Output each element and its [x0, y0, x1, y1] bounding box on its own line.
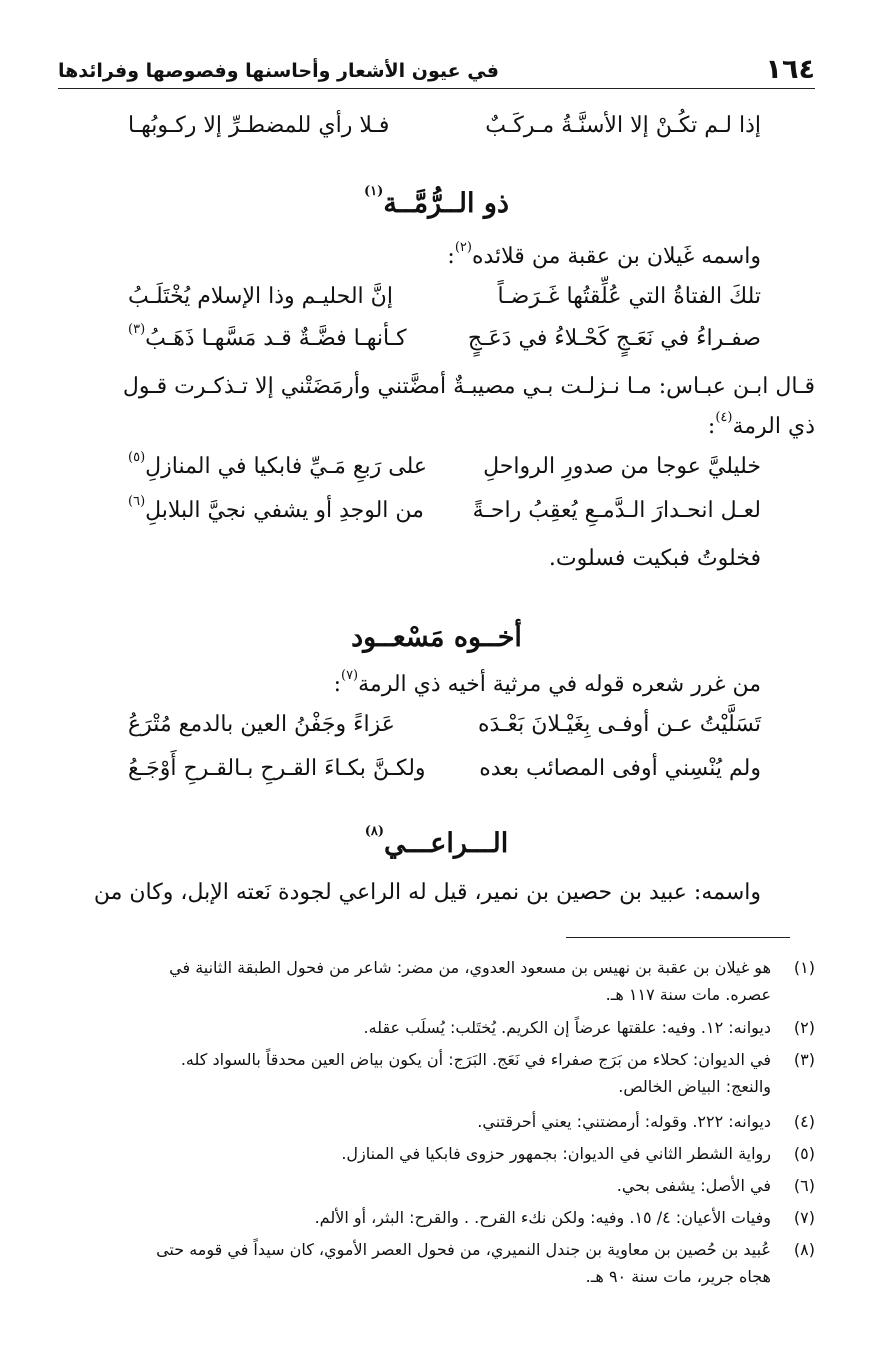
footnote-marker: (٢): [454, 240, 472, 255]
verse-first-hemistich: صفـراءُ في نَعَـجٍ كَحْـلاءُ في دَعَـجٍ: [467, 326, 761, 351]
verse-second-hemistich: عَزاءً وجَفْنُ العين بالدمع مُتْرَعُ: [128, 712, 395, 737]
footnote-number: (٤): [793, 1112, 815, 1131]
verse-first-hemistich: تلكَ الفتاةُ التي عُلِّقتُها غَـرَضـاً: [497, 284, 761, 309]
footnote: [60, 1144, 815, 1170]
verse-second-hemistich: [128, 450, 428, 479]
footnote-marker: (٤): [715, 410, 733, 425]
section-title: ذو الــرُّمَّــة: [383, 188, 509, 219]
prose-paragraph-line: قـال ابـن عبـاس: مـا نـزلـت بـي مصيبـةٌ أمضَّتني وأرمَضَتْني إلا تـذكـرت قـول: [122, 374, 815, 399]
verse-second-hemistich: [128, 494, 424, 523]
footnote-marker: (٨): [364, 824, 385, 839]
footnote-text: عصره. مات سنة ١١٧ هـ.: [605, 985, 771, 1004]
running-title: في عيون الأشعار وأحاسنها وفصوصها وفرائدها: [58, 60, 499, 82]
footnote: [60, 1050, 815, 1102]
prose-paragraph-line: واسمه: عبيد بن حصين بن نمير، قيل له الراعي لجودة نَعته الإبل، وكان من: [93, 880, 761, 905]
footnote-marker: (٥): [128, 450, 146, 465]
footnote-text: وفيات الأعيان: ٤/ ١٥. وفيه: ولكن نكء القرح. . والقرح: البثر، أو الألم.: [314, 1208, 771, 1227]
footnote-text: في الأصل: يشفى بحي.: [616, 1176, 771, 1195]
footnote-text: والنعج: البياض الخالص.: [618, 1077, 771, 1096]
prose-text: ذي الرمة: [732, 414, 815, 439]
page-number: ١٦٤: [765, 54, 815, 85]
prose-colon: :: [707, 414, 716, 439]
verse-first-hemistich: خليليَّ عوجا من صدورِ الرواحلِ: [483, 454, 761, 479]
footnote: [60, 1112, 815, 1138]
footnote-marker: (٧): [340, 668, 359, 683]
prose-paragraph-line: [707, 410, 815, 439]
section-heading-al-rai: [0, 824, 873, 859]
footnote-marker: (٦): [128, 494, 146, 509]
footnote-text: في الديوان: كحلاء من بَرَج صفراء في نَعَج. البَرَج: أن يكون بياض العين محدقاً بالسواد كله.: [180, 1050, 771, 1069]
intro-line: [447, 240, 761, 269]
section-heading-dhu-al-rumma: [0, 184, 873, 219]
hemistich-text: كـأنهـا فضَّـةٌ قـد مَسَّهـا ذَهَـبُ: [145, 326, 407, 351]
hemistich-text: إنَّ الحليـم وذا الإسلام يُخْتَلَـبُ: [128, 284, 393, 309]
footnote-number: (١): [793, 958, 815, 977]
footnote-number: (٧): [793, 1208, 815, 1227]
verse-first-hemistich: تَسَلَّيْتُ عـن أوفـى بِغَيْـلانَ بَعْـدَه: [478, 712, 761, 737]
intro-colon: :: [333, 672, 341, 697]
footnote: [60, 1018, 815, 1044]
footnote-number: (٦): [793, 1176, 815, 1195]
footnote-number: (٢): [793, 1018, 815, 1037]
footnote: [60, 1176, 815, 1202]
verse-second-hemistich: ولكـنَّ بكـاءَ القـرحِ بـالقـرحِ أَوْجَـعُ: [128, 756, 426, 781]
verse-line: [128, 712, 761, 750]
verse-line: [128, 450, 761, 492]
verse-second-hemistich: [128, 322, 407, 351]
verse-first-hemistich: ولم يُنْسِني أوفى المصائب بعده: [479, 756, 761, 781]
hemistich-text: من الوجدِ أو يشفي نجيَّ البلابلِ: [145, 498, 424, 523]
footnote-text: هو غيلان بن عقبة بن نهيس بن مسعود العدوي، من مضر: شاعر من فحول الطبقة الثانية في: [169, 958, 771, 977]
footnote-marker: (٣): [128, 322, 146, 337]
footnote-text: رواية الشطر الثاني في الديوان: بجمهور حزوى فابكيا في المنازل.: [341, 1144, 771, 1163]
footnote-number: (٥): [793, 1144, 815, 1163]
footnote: [60, 1208, 815, 1234]
footnote-number: (٣): [793, 1050, 815, 1069]
verse-first-hemistich: إذا لـم تكُـنْ إلا الأسنَّـةُ مـركَـبٌ: [485, 113, 761, 138]
footnote-separator: [566, 937, 790, 938]
intro-text: من غرر شعره قوله في مرثية أخيه ذي الرمة: [358, 672, 761, 697]
section-heading-masud: أخــوه مَسْعــود: [351, 622, 522, 653]
verse-line: [128, 322, 761, 364]
footnote-text: ديوانه: ٢٢٢. وقوله: أرمضتني: يعني أحرقتني.: [477, 1112, 771, 1131]
footnote: [60, 1240, 815, 1292]
intro-text: واسمه غَيلان بن عقبة من قلائده: [471, 244, 761, 269]
intro-colon: :: [447, 244, 455, 269]
footnote-marker: (١): [364, 184, 384, 199]
verse-first-hemistich: لعـل انحـدارَ الـدَّمـعِ يُعقِبُ راحـةً: [472, 498, 761, 523]
verse-line: [128, 494, 761, 536]
hemistich-text: على رَبعِ مَـيِّ فابكيا في المنازلِ: [145, 454, 428, 479]
verse-line: [128, 756, 761, 794]
verse-second-hemistich: فـلا رأي للمضطـرِّ إلا ركـوبُهـا: [128, 113, 390, 138]
footnote-text: عُبيد بن حُصين بن معاوية بن جندل النميري، من فحول العصر الأموي، كان سيداً في قومه حتى: [156, 1240, 771, 1259]
verse-second-hemistich: [128, 284, 393, 309]
footnote-text: ديوانه: ١٢. وفيه: علقتها عرضاً إن الكريم. يُختَلب: يُسلَب عقله.: [363, 1018, 771, 1037]
verse-line: [128, 284, 761, 322]
footnote-text: هجاه جرير، مات سنة ٩٠ هـ.: [585, 1267, 771, 1286]
footnote: [60, 958, 815, 1010]
opening-verse: [128, 113, 761, 151]
intro-line: [333, 668, 761, 697]
section-title: الـــراعـــي: [384, 828, 509, 859]
footnote-number: (٨): [793, 1240, 815, 1259]
page-header: [58, 40, 815, 89]
closing-line: فخلوتُ فبكيت فسلوت.: [548, 546, 761, 571]
